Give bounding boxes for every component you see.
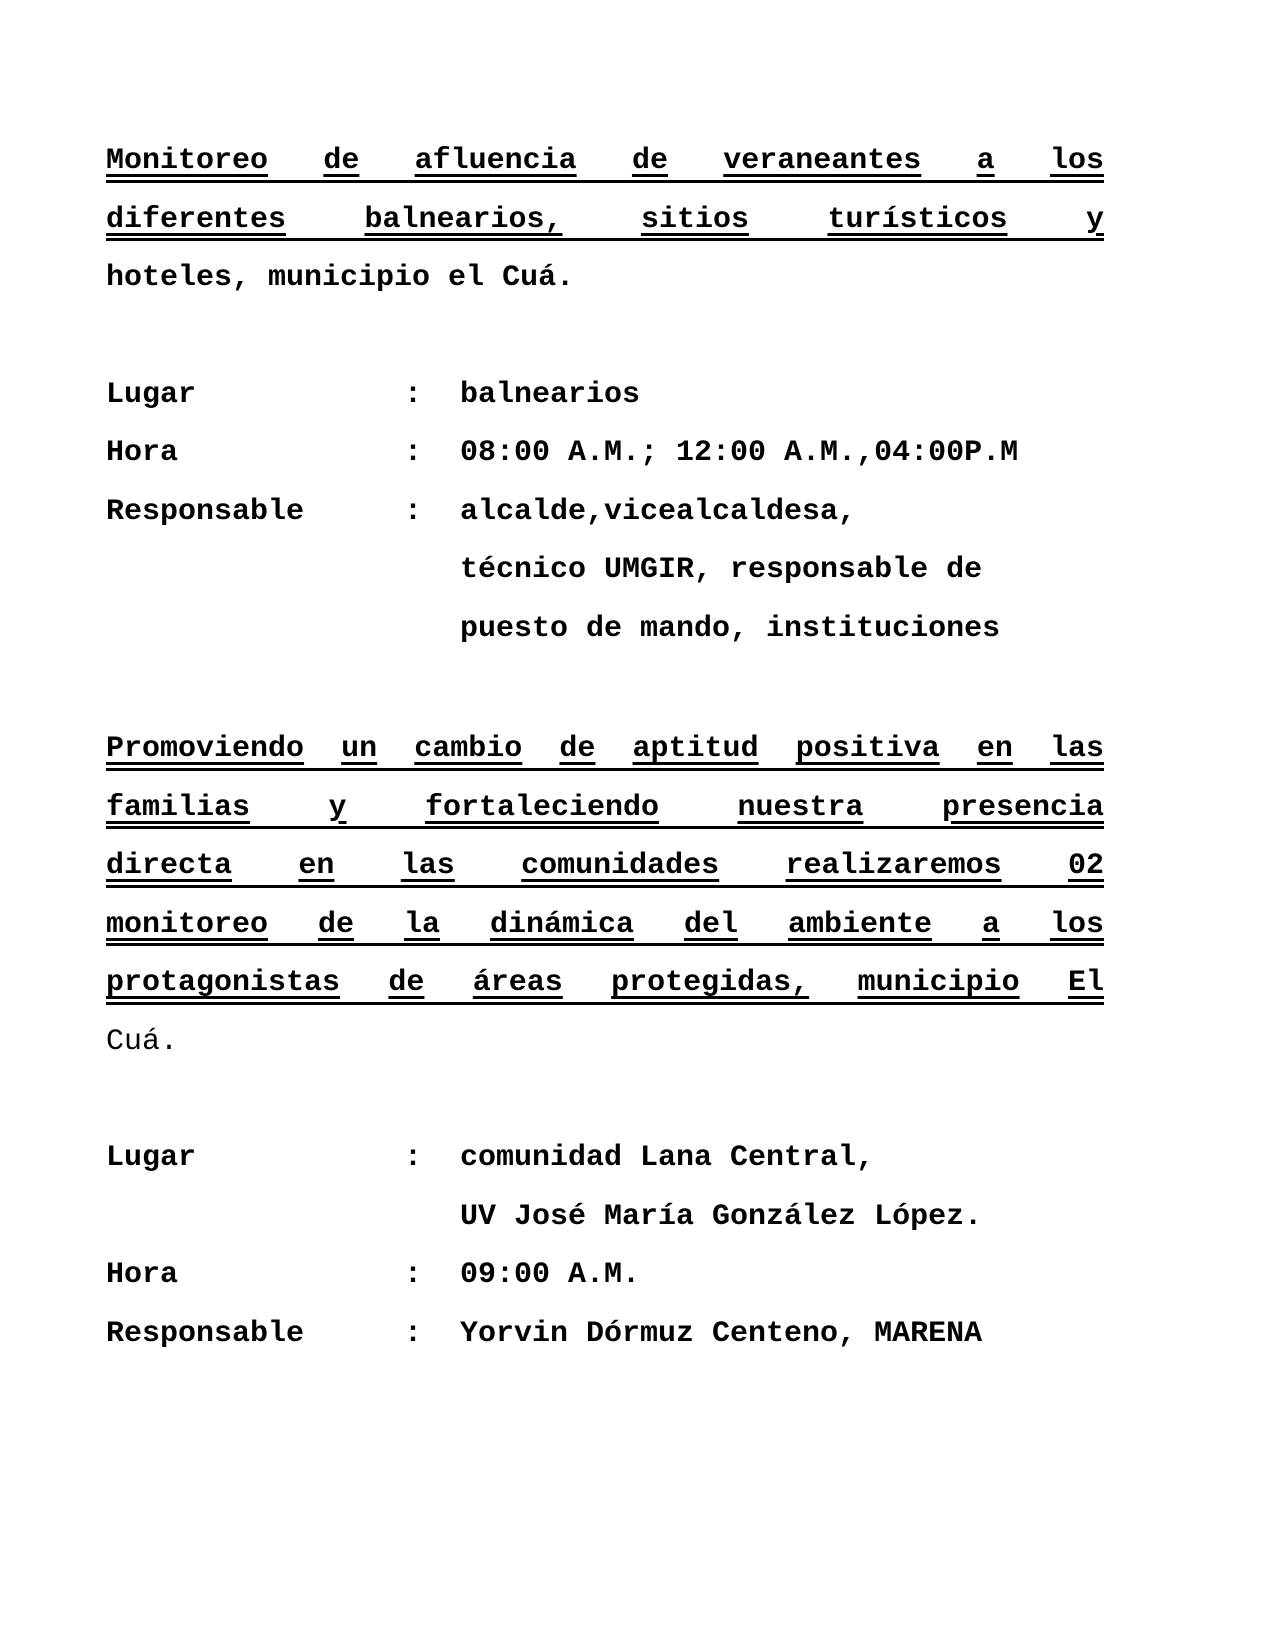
heading-word: afluencia bbox=[414, 144, 577, 178]
document-body bbox=[106, 132, 1104, 1363]
detail-separator: : bbox=[404, 1258, 423, 1292]
detail-separator bbox=[404, 600, 460, 659]
heading-word: Monitoreo bbox=[106, 144, 269, 178]
detail-separator: : bbox=[404, 377, 423, 412]
detail-row bbox=[106, 541, 1104, 600]
detail-value: alcalde,vicealcaldesa, bbox=[460, 494, 857, 529]
detail-row bbox=[106, 1188, 1104, 1247]
heading-word: los bbox=[1049, 907, 1104, 942]
heading-word: áreas bbox=[472, 966, 563, 1000]
heading-word: cambio bbox=[414, 732, 523, 766]
detail-separator: : bbox=[404, 436, 423, 470]
heading-word: del bbox=[683, 907, 738, 942]
heading-line bbox=[106, 191, 1104, 250]
heading-word: fortaleciendo bbox=[424, 790, 659, 825]
heading-text: hoteles, municipio el Cuá. bbox=[106, 261, 575, 295]
heading-word: turísticos bbox=[827, 202, 1008, 237]
detail-label: Responsable bbox=[106, 494, 305, 529]
detail-value: puesto de mando, instituciones bbox=[460, 611, 1001, 646]
detail-value: técnico UMGIR, responsable de bbox=[460, 553, 983, 587]
heading-word: la bbox=[403, 907, 440, 942]
vertical-spacer bbox=[106, 1071, 1104, 1129]
heading-word: balnearios, bbox=[364, 202, 563, 237]
detail-label bbox=[106, 600, 404, 659]
heading-line bbox=[106, 132, 1104, 191]
detail-label: Lugar bbox=[106, 1141, 197, 1175]
heading-word: un bbox=[341, 732, 378, 766]
heading-word: dinámica bbox=[489, 907, 634, 942]
heading-monitoreo-afluencia bbox=[106, 132, 1104, 308]
detail-block bbox=[106, 1129, 1104, 1363]
heading-word: familias bbox=[106, 790, 251, 825]
heading-line bbox=[106, 954, 1104, 1013]
heading-word: realizaremos bbox=[785, 849, 1002, 883]
detail-block bbox=[106, 366, 1104, 659]
heading-line bbox=[106, 896, 1104, 955]
heading-word: en bbox=[298, 849, 335, 883]
detail-row bbox=[106, 424, 1104, 483]
heading-word: presencia bbox=[941, 790, 1104, 825]
heading-line bbox=[106, 779, 1104, 838]
detail-value: balnearios bbox=[460, 377, 641, 412]
heading-text: Cuá. bbox=[106, 1024, 179, 1059]
heading-word: sitios bbox=[640, 202, 750, 237]
vertical-spacer bbox=[106, 308, 1104, 366]
detail-value: 08:00 A.M.; 12:00 A.M.,04:00P.M bbox=[460, 436, 1019, 470]
detail-row bbox=[106, 600, 1104, 659]
heading-word: en bbox=[976, 732, 1013, 766]
detail-label: Hora bbox=[106, 1258, 179, 1292]
detail-row bbox=[106, 1129, 1104, 1188]
heading-word: de bbox=[631, 144, 668, 178]
heading-word: protagonistas bbox=[106, 966, 341, 1000]
heading-word: y bbox=[1085, 202, 1104, 237]
detail-label: Lugar bbox=[106, 377, 197, 412]
heading-word: nuestra bbox=[737, 790, 864, 825]
heading-word: El bbox=[1067, 966, 1104, 1000]
heading-word: veraneantes bbox=[723, 144, 922, 178]
detail-separator: : bbox=[404, 494, 423, 529]
heading-word: protegidas, bbox=[611, 966, 810, 1000]
heading-word: 02 bbox=[1067, 849, 1104, 883]
heading-word: diferentes bbox=[106, 202, 287, 237]
heading-word: positiva bbox=[795, 732, 940, 766]
heading-word: comunidades bbox=[521, 849, 720, 883]
detail-row bbox=[106, 366, 1104, 425]
heading-word: a bbox=[981, 907, 1000, 942]
heading-word: directa bbox=[106, 849, 233, 883]
detail-separator bbox=[404, 1188, 460, 1247]
heading-word: monitoreo bbox=[106, 907, 269, 942]
detail-row bbox=[106, 1246, 1104, 1305]
heading-promoviendo-cambio-aptitud bbox=[106, 720, 1104, 1071]
detail-label bbox=[106, 541, 404, 600]
detail-separator: : bbox=[404, 1316, 423, 1351]
detail-row bbox=[106, 483, 1104, 542]
detail-label bbox=[106, 1188, 404, 1247]
heading-word: las bbox=[1049, 732, 1104, 766]
detail-label: Hora bbox=[106, 436, 179, 470]
heading-word: municipio bbox=[857, 966, 1020, 1000]
detail-separator bbox=[404, 541, 460, 600]
heading-word: aptitud bbox=[632, 732, 759, 766]
detail-row bbox=[106, 1305, 1104, 1364]
detail-value: UV José María González López. bbox=[460, 1199, 983, 1234]
heading-line bbox=[106, 720, 1104, 779]
heading-word: Promoviendo bbox=[106, 732, 305, 766]
heading-word: a bbox=[976, 144, 995, 178]
detail-separator: : bbox=[404, 1141, 423, 1175]
heading-line bbox=[106, 249, 1104, 308]
detail-value: 09:00 A.M. bbox=[460, 1258, 641, 1292]
heading-line bbox=[106, 837, 1104, 896]
detail-value: Yorvin Dórmuz Centeno, MARENA bbox=[460, 1316, 983, 1351]
detail-label: Responsable bbox=[106, 1316, 305, 1351]
heading-word: los bbox=[1049, 144, 1104, 178]
detail-value: comunidad Lana Central, bbox=[460, 1141, 875, 1175]
heading-line bbox=[106, 1013, 1104, 1072]
vertical-spacer bbox=[106, 658, 1104, 720]
heading-word: ambiente bbox=[787, 907, 932, 942]
heading-word: de bbox=[318, 907, 355, 942]
heading-word: de bbox=[323, 144, 360, 178]
heading-word: de bbox=[388, 966, 425, 1000]
heading-word: y bbox=[328, 790, 347, 825]
heading-word: de bbox=[559, 732, 596, 766]
heading-word: las bbox=[400, 849, 455, 883]
